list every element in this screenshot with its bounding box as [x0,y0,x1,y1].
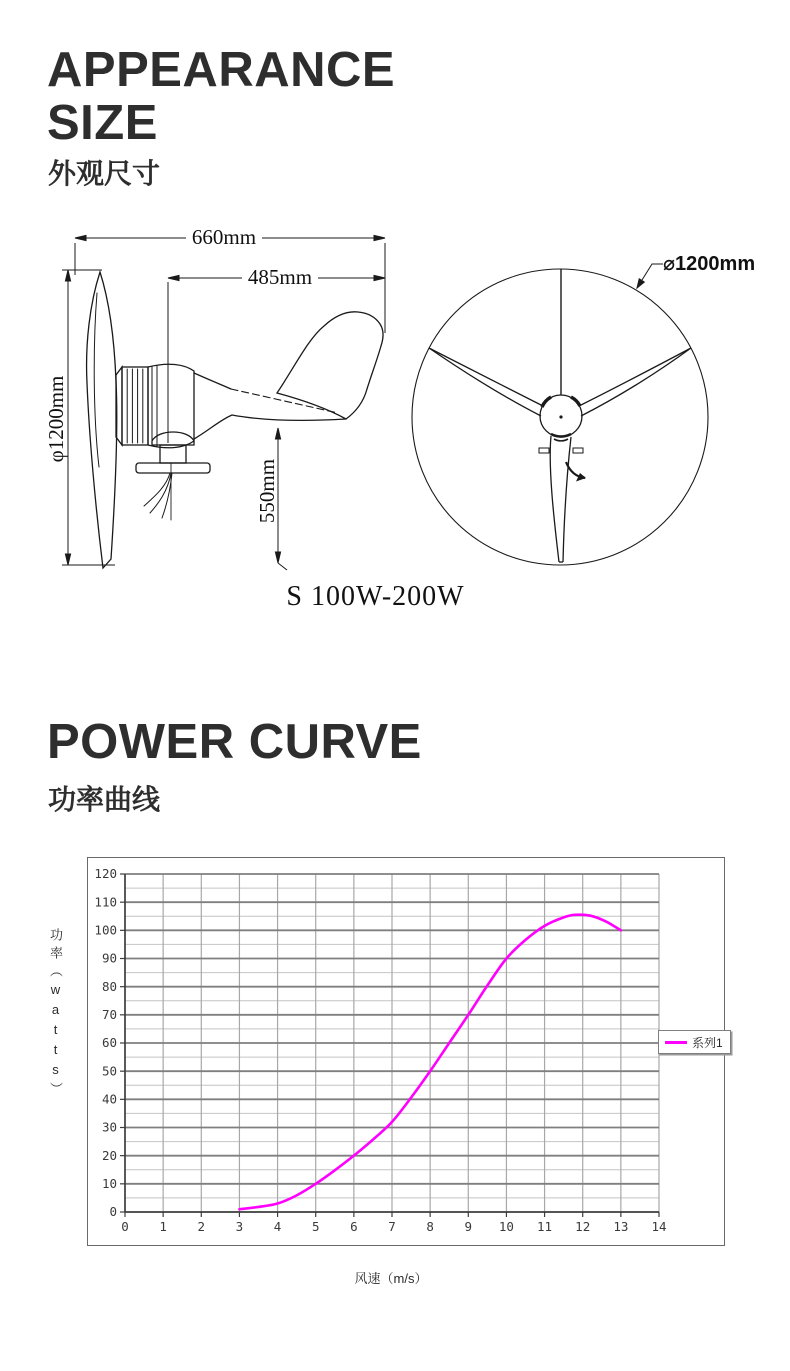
svg-text:100: 100 [94,922,117,938]
chart-legend [658,1030,731,1054]
chart-canvas [88,858,723,1244]
power-curve-subtitle-cn: 功率曲线 [48,784,161,815]
svg-text:7: 7 [388,1219,396,1234]
svg-text:50: 50 [101,1063,117,1079]
svg-text:40: 40 [101,1091,117,1107]
dimension-485: 485mm [242,266,318,288]
dimension-1200-front: ⌀1200mm [663,253,756,275]
svg-text:110: 110 [94,894,117,910]
svg-text:10: 10 [101,1176,117,1192]
svg-text:13: 13 [613,1219,629,1234]
svg-text:0: 0 [109,1204,117,1220]
svg-text:30: 30 [101,1119,117,1135]
front-view-drawing [412,269,708,565]
appearance-subtitle-cn: 外观尺寸 [48,158,161,189]
chart-y-axis-title: 功率（watts） [48,928,63,1100]
svg-text:120: 120 [94,866,117,882]
legend-line-sample [665,1041,687,1044]
svg-text:0: 0 [121,1219,129,1234]
dimension-drawing [40,215,760,615]
power-curve-title: POWER CURVE [47,715,422,769]
svg-text:4: 4 [273,1219,282,1234]
svg-text:70: 70 [101,1007,117,1023]
chart-x-axis-title: 风速（m/s） [354,1271,428,1286]
dimension-550: 550mm [255,458,279,524]
dimension-660: 660mm [186,226,262,248]
svg-text:12: 12 [575,1219,591,1234]
svg-text:9: 9 [464,1219,473,1234]
dimension-1200-side: φ1200mm [44,375,68,463]
svg-text:20: 20 [101,1147,117,1163]
svg-text:6: 6 [350,1219,358,1234]
svg-text:90: 90 [101,950,117,966]
svg-text:10: 10 [498,1219,514,1234]
power-curve-chart [87,857,725,1246]
model-label: S 100W-200W [286,581,465,612]
svg-text:60: 60 [101,1035,117,1051]
svg-text:14: 14 [651,1219,667,1234]
svg-text:80: 80 [101,978,117,994]
svg-text:8: 8 [426,1219,434,1234]
legend-label: 系列1 [692,1035,723,1050]
svg-text:3: 3 [235,1219,244,1234]
svg-text:2: 2 [197,1219,206,1234]
svg-text:1: 1 [159,1219,167,1234]
svg-text:5: 5 [311,1219,320,1234]
appearance-title-line2: SIZE [47,96,158,150]
side-view-drawing [87,272,384,568]
appearance-title-line1: APPEARANCE [47,43,396,97]
svg-text:11: 11 [537,1219,553,1234]
